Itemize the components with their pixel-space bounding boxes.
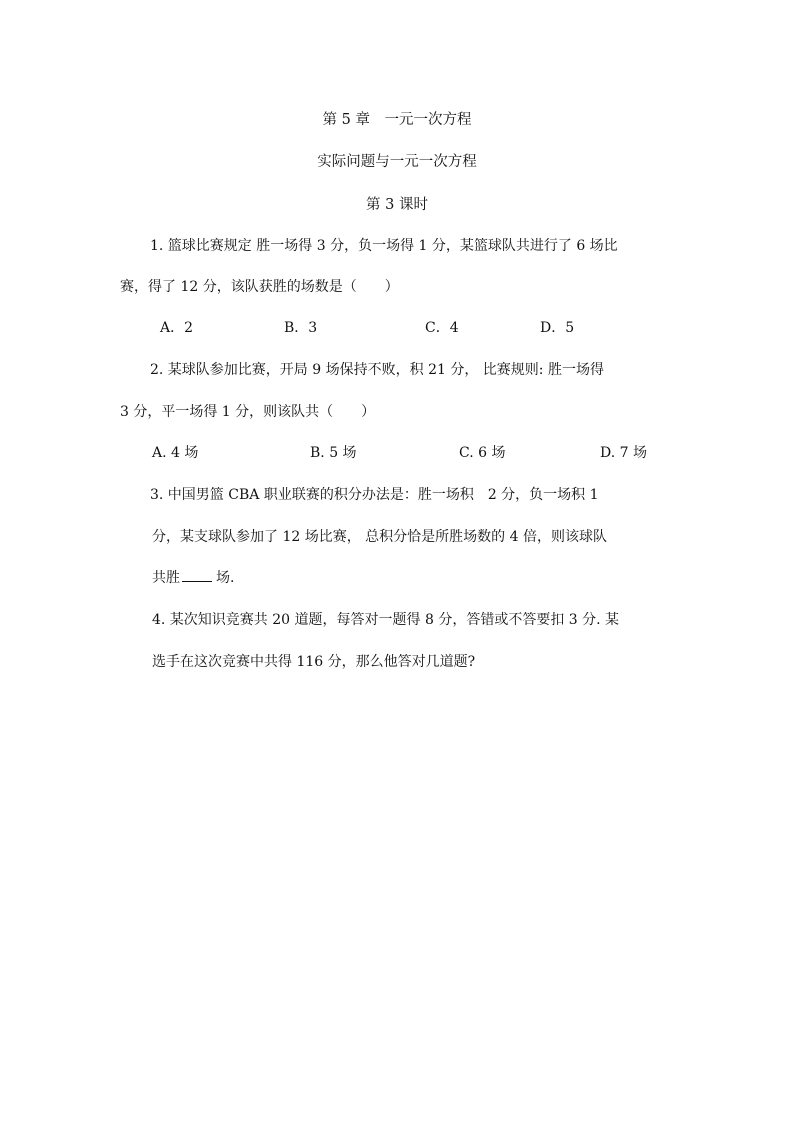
question-3-line-3-prefix: 共胜 <box>152 570 180 586</box>
question-2-line-1: 2. 某球队参加比赛，开局 9 场保持不败，积 21 分， 比赛规则: 胜一场得 <box>150 362 604 378</box>
question-1-line-2: 赛，得了 12 分，该队获胜的场数是（ ） <box>120 279 399 295</box>
question-3-line-3 <box>152 567 234 587</box>
question-1-option-d: D．5 <box>540 320 575 336</box>
question-1-option-b: B．3 <box>284 320 318 336</box>
question-2-option-a: A. 4 场 <box>152 445 199 461</box>
question-3-line-3-suffix: 场. <box>216 570 235 586</box>
question-3-line-2: 分，某支球队参加了 12 场比赛， 总积分恰是所胜场数的 4 倍，则该球队 <box>152 529 607 545</box>
question-2-option-b: B. 5 场 <box>310 445 357 461</box>
question-1-option-c: C．4 <box>425 320 459 336</box>
question-1-option-a: A．2 <box>160 320 194 336</box>
lesson-title: 第 3 课时 <box>366 197 428 213</box>
section-title: 实际问题与一元一次方程 <box>317 154 477 170</box>
question-2-line-2: 3 分，平一场得 1 分，则该队共（ ） <box>120 404 376 420</box>
question-2-option-c: C. 6 场 <box>459 445 506 461</box>
question-4-line-1: 4. 某次知识竞赛共 20 道题，每答对一题得 8 分，答错或不答要扣 3 分. 某 <box>152 612 620 628</box>
question-1-line-1: 1. 篮球比赛规定 胜一场得 3 分，负一场得 1 分，某篮球队共进行了 6 场比 <box>150 238 618 254</box>
answer-blank[interactable] <box>182 569 212 582</box>
question-4-line-2: 选手在这次竞赛中共得 116 分，那么他答对几道题? <box>152 654 476 670</box>
chapter-title: 第 5 章 一元一次方程 <box>322 112 472 128</box>
question-2-option-d: D. 7 场 <box>600 445 647 461</box>
question-3-line-1: 3. 中国男篮 CBA 职业联赛的积分办法是：胜一场积 2 分，负一场积 1 <box>150 487 599 503</box>
